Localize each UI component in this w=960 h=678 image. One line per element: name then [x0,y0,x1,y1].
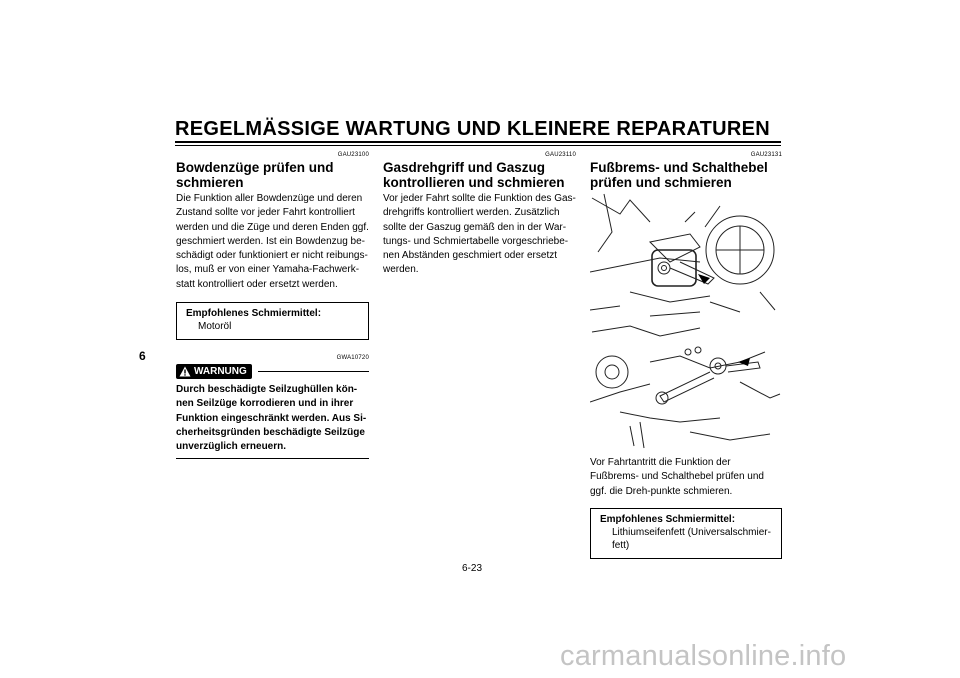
section-fussbremse [590,148,782,559]
page-number: 6-23 [462,563,483,574]
shift-lever-illustration [590,322,782,452]
section-bowdenzuege [176,148,369,459]
section-heading: Gasdrehgriff und Gaszug kontrollieren und schmieren [383,160,565,190]
section-body: Die Funktion aller Bowdenzüge und deren Zustand sollte vor jeder Fahrt kontrolliert werden und die Züge und deren Enden ggf. geschmiert werden. Ist ein Bowdenzug be-schädigt oder funktioniert er nicht reibungs-los, muß er von einer Yamaha-Fachwerk-statt kontrolliert oder ersetzt werden. [176,193,369,290]
lubricant-box [590,508,782,559]
warning-triangle-icon [179,366,191,377]
section-code: GAU23110 [545,152,576,158]
chapter-tab: 6 [139,349,146,363]
section-code: GAU23100 [337,152,369,158]
section-body: Vor jeder Fahrt sollte die Funktion des Gas-drehgriffs kontrolliert werden. Zusätzlich sollte der Gaszug gemäß den in der War-tungs- und Schmiertabelle vorgeschriebe-nen Abständen geschmiert oder ersetzt werden. [383,193,576,276]
brake-pedal-illustration [590,192,782,322]
warning-rule [258,371,369,372]
section-code: GAU23131 [750,152,782,158]
warning-text: Durch beschädigte Seilzughüllen kön-nen Seilzüge korrodieren und in ihrer Funktion eingeschränkt werden. Aus Si-cherheitsgründen beschädigte Seilzüge unverzüglich erneuern. [176,384,367,453]
section-heading: Fußbrems- und Schalthebel prüfen und schmieren [590,160,768,190]
watermark: carmanualsonline.info [560,640,847,672]
lubricant-title: Empfohlenes Schmiermittel: [186,308,322,320]
lubricant-box [176,302,369,340]
lubricant-title: Empfohlenes Schmiermittel: [600,513,736,525]
header-rule [175,141,781,143]
section-heading: Bowdenzüge prüfen und schmieren [176,160,334,190]
warning-code: GWA10720 [336,355,369,362]
header-rule-thin [175,145,781,146]
warning-bottom-rule [176,458,369,459]
warning-badge [176,364,252,379]
page-title: REGELMÄSSIGE WARTUNG UND KLEINERE REPARATUREN [175,118,771,140]
section-gasdrehgriff [383,148,576,278]
lubricant-value: Lithiumseifenfett (Universalschmier-fett) [612,526,771,551]
warning-label: WARNUNG [194,366,247,378]
section-body: Vor Fahrtantritt die Funktion der Fußbrems- und Schalthebel prüfen und ggf. die Dreh-punkte schmieren. [590,457,764,497]
lubricant-value: Motoröl [198,321,232,333]
warning-header [176,364,369,379]
